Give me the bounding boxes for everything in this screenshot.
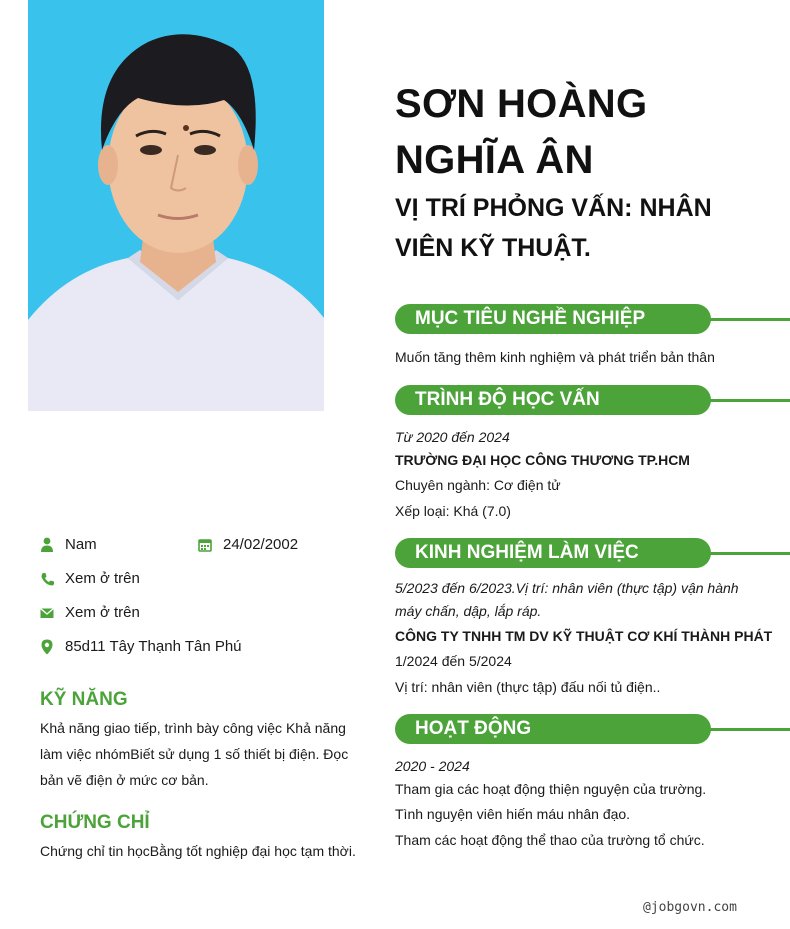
objective-section-header xyxy=(395,304,790,336)
experience-company: CÔNG TY TNHH TM DV KỸ THUẬT CƠ KHÍ THÀNH PHÁT xyxy=(395,628,773,644)
experience-detail: 5/2023 đến 6/2023.Vị trí: nhân viên (thực tập) vận hành máy chấn, dập, lắp ráp. xyxy=(395,580,739,619)
objective-text: Muốn tăng thêm kinh nghiệm và phát triển bản thân xyxy=(395,349,715,365)
email-row xyxy=(40,603,240,623)
certificates-text: Chứng chỉ tin họcBằng tốt nghiệp đại học tạm thời. xyxy=(40,843,356,859)
experience-section-header xyxy=(395,538,790,570)
activities-heading: HOẠT ĐỘNG xyxy=(395,714,711,744)
calendar-icon xyxy=(198,537,212,553)
education-section-header xyxy=(395,385,790,417)
skills-heading: KỸ NĂNG xyxy=(40,689,128,710)
applied-position: VỊ TRÍ PHỎNG VẤN: NHÂN VIÊN KỸ THUẬT. xyxy=(395,194,712,262)
activity-item: Tham các hoạt động thể thao của trường tổ chức. xyxy=(395,832,705,848)
phone-value: Xem ở trên xyxy=(65,570,140,587)
location-pin-icon xyxy=(40,639,54,655)
activities-section-header xyxy=(395,714,790,746)
address-row xyxy=(40,637,340,657)
watermark-text: @jobgovn.com xyxy=(643,900,737,915)
education-school: TRƯỜNG ĐẠI HỌC CÔNG THƯƠNG TP.HCM xyxy=(395,452,690,468)
certificates-heading: CHỨNG CHỈ xyxy=(40,812,150,833)
education-heading: TRÌNH ĐỘ HỌC VẤN xyxy=(395,385,711,415)
activity-item: Tình nguyện viên hiến máu nhân đạo. xyxy=(395,806,631,822)
experience-role: Vị trí: nhân viên (thực tập) đấu nối tủ điện.. xyxy=(395,679,661,695)
user-icon xyxy=(40,537,54,553)
skills-text: Khả năng giao tiếp, trình bày công việc Khả năng làm việc nhómBiết sử dụng 1 số thiết bị điện. Đọc bản vẽ điện ở mức cơ bản. xyxy=(40,720,349,788)
phone-icon xyxy=(40,571,54,587)
profile-photo xyxy=(28,0,324,411)
activity-item: Tham gia các hoạt động thiện nguyện của trường. xyxy=(395,781,707,797)
education-period: Từ 2020 đến 2024 xyxy=(395,429,510,445)
birthdate-row xyxy=(198,535,348,555)
birthdate-value: 24/02/2002 xyxy=(223,536,299,553)
activities-period: 2020 - 2024 xyxy=(395,758,470,774)
candidate-name: SƠN HOÀNG NGHĨA ÂN xyxy=(395,82,648,182)
phone-row xyxy=(40,569,240,589)
objective-heading: MỤC TIÊU NGHỀ NGHIỆP xyxy=(395,304,711,334)
education-grade: Xếp loại: Khá (7.0) xyxy=(395,503,511,519)
gender-value: Nam xyxy=(65,536,97,553)
email-value: Xem ở trên xyxy=(65,604,140,621)
experience-heading: KINH NGHIỆM LÀM VIỆC xyxy=(395,538,711,568)
gender-row xyxy=(40,535,190,555)
mail-icon xyxy=(40,605,54,621)
education-major: Chuyên ngành: Cơ điện tử xyxy=(395,477,561,493)
address-value: 85d11 Tây Thạnh Tân Phú xyxy=(65,638,242,655)
experience-period: 1/2024 đến 5/2024 xyxy=(395,653,512,669)
